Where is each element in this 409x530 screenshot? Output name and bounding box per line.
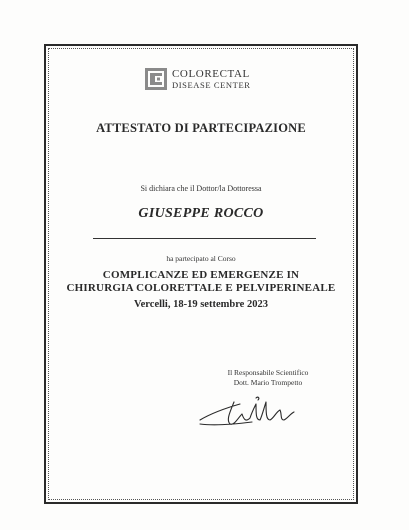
signer-name: Dott. Mario Trompetto [233, 378, 303, 387]
name-underline [93, 238, 316, 239]
course-title [48, 269, 354, 295]
handwritten-signature [196, 390, 306, 430]
attended-label: ha partecipato al Corso [166, 254, 236, 263]
recipient-name: GIUSEPPE ROCCO [138, 206, 264, 221]
logo-text [172, 69, 251, 90]
place-and-date: Vercelli, 18-19 settembre 2023 [134, 299, 268, 310]
course-title-line2: CHIRURGIA COLORETTALE E PELVIPERINEALE [66, 282, 336, 294]
certificate-content [48, 48, 354, 500]
certificate-title: ATTESTATO DI PARTECIPAZIONE [96, 121, 306, 135]
colorectal-center-logo [145, 68, 251, 90]
logo-name-line1: COLORECTAL [172, 67, 250, 80]
declaration-text: Si dichiara che il Dottor/la Dottoressa [140, 184, 262, 193]
signer-role: Il Responsabile Scientifico [227, 368, 309, 377]
logo-name-line2: DISEASE CENTER [172, 79, 251, 90]
logo-mark-icon [145, 68, 167, 90]
course-title-line1: COMPLICANZE ED EMERGENZE IN [102, 269, 300, 281]
